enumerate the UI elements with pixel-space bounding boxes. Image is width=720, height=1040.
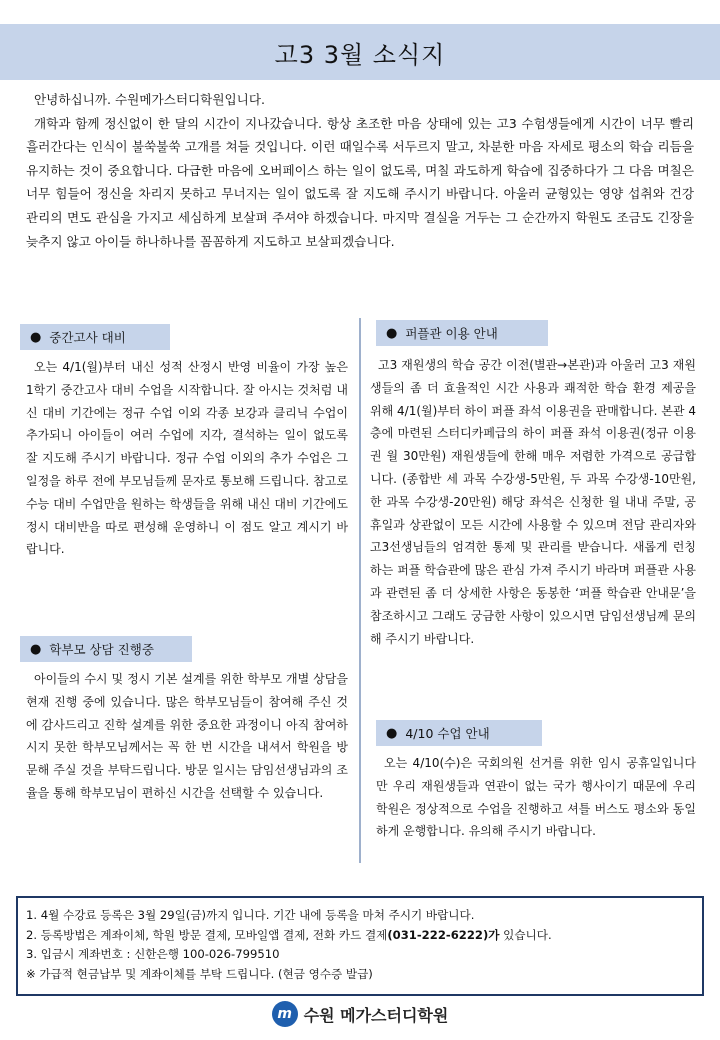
section-body-text: 고3 재원생의 학습 공간 이전(별관→본관)과 아울러 고3 재원생들의 좀 더 효율적인 시간 사용과 쾌적한 학습 환경 제공을 위해 4/1(월)부터 하이 퍼플 좌석 이용권을 판매합니다. 본관 4층에 마련된 스터디카페급의 하이 퍼플 좌석 이용권(정규 이용권 월 30만원) 재원생들에 한해 매우 저렴한 가격으로 공급합니다. (종합반 세 과목 수강생-5만원, 두 과목 수강생-10만원, 한 과목 수강생-20만원) 해당 좌석은 신청한 월 내내 주말, 공휴일과 상관없이 모든 시간에 사용할 수 있으며 전담 관리자와 고3선생님들의 엄격한 통제 및 관리를 받습니다. 새롭게 런칭하는 퍼플 학습관에 많은 관심 가져 주시기 바라며 퍼플관 사용과 관련된 좀 더 상세한 사항은 동봉한 ‘퍼플 학습관 안내문’을 참조하시고 그래도 궁금한 사항이 있으시면 담임선생님께 문의해 주시기 바랍니다. xyxy=(370,358,696,646)
section-body-text: 아이들의 수시 및 정시 기본 설계를 위한 학부모 개별 상담을 현재 진행 중에 있습니다. 많은 학부모님들이 참여해 주신 것에 감사드리고 진학 설계를 위한 중요한 과정이니 아직 참여하시지 못한 학부모님께서는 꼭 한 번 시간을 내셔서 학원을 방문해 주실 것을 부탁드립니다. 방문 일시는 담임선생님과의 조율을 통해 학부모님이 편하신 시간을 선택할 수 있습니다. xyxy=(26,672,348,800)
page-title: 고3 3월 소식지 xyxy=(274,40,446,69)
section-body-midterm xyxy=(26,356,348,561)
logo-icon: m xyxy=(272,1001,298,1027)
bullet-icon: ● xyxy=(386,325,398,341)
notice-line-4: ※ 가급적 현금납부 및 계좌이체를 부탁 드립니다. (현금 영수증 발급) xyxy=(26,966,373,981)
phone-number: (031-222-6222)가 xyxy=(387,927,500,942)
section-body-counsel xyxy=(26,668,348,805)
academy-name: 수원 메가스터디학원 xyxy=(303,1005,449,1025)
section-heading-label: 학부모 상담 진행중 xyxy=(49,642,154,657)
section-heading-midterm xyxy=(20,324,170,350)
column-divider xyxy=(359,318,361,863)
notice-line-1: 1. 4월 수강료 등록은 3월 29일(금)까지 입니다. 기간 내에 등록을 마쳐 주시기 바랍니다. xyxy=(26,908,475,922)
notice-line-2-suffix: 있습니다. xyxy=(499,927,552,942)
intro-section xyxy=(26,88,694,253)
bullet-icon: ● xyxy=(30,329,42,345)
section-body-april10 xyxy=(376,752,696,843)
notice-line-2-text: 2. 등록방법은 계좌이체, 학원 방문 결제, 모바일앱 결제, 전화 카드 결제 xyxy=(26,927,388,942)
section-heading-label: 4/10 수업 안내 xyxy=(405,726,490,741)
section-heading-label: 중간고사 대비 xyxy=(49,330,126,345)
section-body-text: 오는 4/1(월)부터 내신 성적 산정시 반영 비율이 가장 높은 1학기 중간고사 대비 수업을 시작합니다. 잘 아시는 것처럼 내신 대비 기간에는 정규 수업 이외 각종 보강과 클리닉 수업이 추가되니 아이들이 여러 수업에 지각, 결석하는 일이 없도록 잘 지도해 주시기 바랍니다. 정규 수업 이외의 추가 수업은 그 일정을 하루 전에 부모님들께 문자로 통보해 드립니다. 참고로 수능 대비 수업만을 원하는 학생들을 위해 내신 대비 기간에도 정시 대비반을 따로 편성해 운영하니 이 점도 알고 계시기 바랍니다. xyxy=(26,360,348,557)
notice-line-3: 3. 입금시 계좌번호 : 신한은행 100-026-799510 xyxy=(26,947,280,962)
notice-line-2 xyxy=(26,926,702,946)
bullet-icon: ● xyxy=(30,641,42,657)
bullet-icon: ● xyxy=(386,725,398,741)
intro-body: 개학과 함께 정신없이 한 달의 시간이 지나갔습니다. 항상 초조한 마음 상태에 있는 고3 수험생들에게 시간이 너무 빨리 흘러간다는 인식이 불쑥불쑥 고개를 쳐들 것입니다. 이런 때일수록 서두르지 말고, 차분한 마음 자세로 평소의 학습 리듬을 유지하는 것이 중요합니다. 다급한 마음에 오버페이스 하는 일이 없도록, 며칠 과도하게 학습에 집중하다가 그 다음 며칠은 너무 힘들어 정신을 차리지 못하고 무너지는 일이 없도록 잘 지도해 주시기 바랍니다. 아울러 균형있는 영양 섭취와 건강 관리의 면도 관심을 가지고 세심하게 보살펴 주셔야 하겠습니다. 마지막 결실을 거두는 그 순간까지 학원도 조금도 긴장을 늦추지 않고 아이들 하나하나를 꼼꼼하게 지도하고 보살피겠습니다. xyxy=(26,115,694,249)
intro-greeting: 안녕하십니까. 수원메가스터디학원입니다. xyxy=(34,92,265,107)
section-heading-counsel xyxy=(20,636,192,662)
section-body-text: 오는 4/10(수)은 국회의원 선거를 위한 임시 공휴일입니다만 우리 재원생들과 연관이 없는 국가 행사이기 때문에 우리 학원은 정상적으로 수업을 진행하고 셔틀 버스도 평소와 동일하게 운행합니다. 유의해 주시기 바랍니다. xyxy=(376,756,696,839)
notice-box xyxy=(16,896,704,996)
title-bar xyxy=(0,24,720,80)
section-body-purple xyxy=(370,354,696,650)
academy-logo xyxy=(0,1000,720,1028)
section-heading-april10 xyxy=(376,720,542,746)
section-heading-label: 퍼플관 이용 안내 xyxy=(405,326,498,341)
section-heading-purple xyxy=(376,320,548,346)
